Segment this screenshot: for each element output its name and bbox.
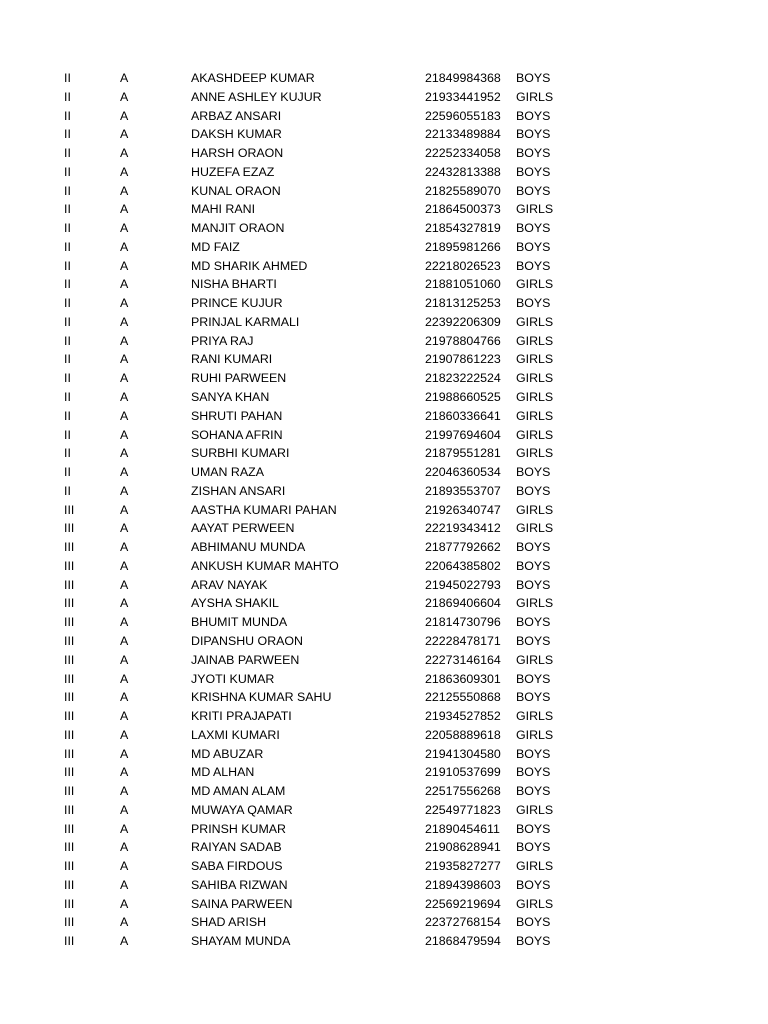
student-name-cell: MUWAYA QAMAR	[191, 802, 293, 817]
student-id-cell: 22219343412	[425, 521, 501, 536]
section-cell: A	[120, 202, 129, 217]
student-id-cell: 21893553707	[425, 483, 501, 498]
class-cell: II	[64, 277, 71, 292]
table-row	[0, 182, 768, 201]
gender-cell: GIRLS	[516, 446, 554, 461]
student-id-cell: 21890454611	[425, 821, 500, 836]
gender-cell: GIRLS	[516, 333, 554, 348]
student-id-cell: 21864500373	[425, 202, 501, 217]
table-row	[0, 426, 768, 445]
section-cell: A	[120, 258, 129, 273]
gender-cell: GIRLS	[516, 652, 554, 667]
gender-cell: GIRLS	[516, 408, 554, 423]
class-cell: II	[64, 408, 71, 423]
gender-cell: BOYS	[516, 465, 551, 480]
gender-cell: BOYS	[516, 108, 551, 123]
student-id-cell: 22549771823	[425, 802, 501, 817]
section-cell: A	[120, 277, 129, 292]
student-id-cell: 21945022793	[425, 577, 501, 592]
gender-cell: BOYS	[516, 821, 551, 836]
gender-cell: BOYS	[516, 483, 551, 498]
section-cell: A	[120, 877, 129, 892]
class-cell: III	[64, 540, 75, 555]
table-row	[0, 820, 768, 839]
student-name-cell: PRINSH KUMAR	[191, 821, 287, 836]
section-cell: A	[120, 540, 129, 555]
student-name-cell: JAINAB PARWEEN	[191, 652, 300, 667]
student-id-cell: 21849984368	[425, 71, 501, 85]
section-cell: A	[120, 502, 129, 517]
student-id-cell: 21823222524	[425, 371, 501, 386]
section-cell: A	[120, 709, 129, 724]
student-name-cell: KUNAL ORAON	[191, 183, 281, 198]
student-name-cell: RANI KUMARI	[191, 352, 273, 367]
student-name-cell: AAYAT PERWEEN	[191, 521, 295, 536]
gender-cell: BOYS	[516, 765, 551, 780]
section-cell: A	[120, 390, 129, 405]
section-cell: A	[120, 333, 129, 348]
student-id-cell: 21910537699	[425, 765, 501, 780]
class-cell: II	[64, 258, 71, 273]
class-cell: II	[64, 333, 71, 348]
student-name-cell: PRINCE KUJUR	[191, 296, 283, 311]
section-cell: A	[120, 727, 129, 742]
gender-cell: BOYS	[516, 915, 551, 930]
section-cell: A	[120, 915, 129, 930]
student-id-cell: 22596055183	[425, 108, 501, 123]
class-cell: III	[64, 596, 75, 611]
student-name-cell: KRITI PRAJAPATI	[191, 709, 292, 724]
table-row	[0, 275, 768, 294]
table-row	[0, 876, 768, 895]
table-row	[0, 801, 768, 820]
class-cell: II	[64, 108, 71, 123]
gender-cell: GIRLS	[516, 521, 554, 536]
student-id-cell: 21978804766	[425, 333, 501, 348]
table-row	[0, 294, 768, 313]
student-id-cell: 21894398603	[425, 877, 501, 892]
student-name-cell: MAHI RANI	[191, 202, 256, 217]
section-cell: A	[120, 840, 129, 855]
class-cell: II	[64, 446, 71, 461]
section-cell: A	[120, 896, 129, 911]
student-name-cell: HUZEFA EZAZ	[191, 164, 275, 179]
table-row	[0, 444, 768, 463]
class-cell: III	[64, 558, 75, 573]
gender-cell: GIRLS	[516, 596, 554, 611]
student-id-cell: 22252334058	[425, 146, 501, 161]
student-name-cell: SABA FIRDOUS	[191, 859, 283, 874]
student-name-cell: DAKSH KUMAR	[191, 127, 282, 142]
student-name-cell: AASTHA KUMARI PAHAN	[191, 502, 337, 517]
gender-cell: GIRLS	[516, 727, 554, 742]
table-row	[0, 838, 768, 857]
gender-cell: GIRLS	[516, 89, 554, 104]
gender-cell: BOYS	[516, 877, 551, 892]
table-row	[0, 238, 768, 257]
table-row	[0, 69, 768, 88]
section-cell: A	[120, 671, 129, 686]
table-row	[0, 407, 768, 426]
gender-cell: GIRLS	[516, 202, 554, 217]
gender-cell: BOYS	[516, 164, 551, 179]
gender-cell: GIRLS	[516, 896, 554, 911]
section-cell: A	[120, 239, 129, 254]
table-row	[0, 463, 768, 482]
class-cell: II	[64, 352, 71, 367]
table-row	[0, 332, 768, 351]
student-name-cell: SHAD ARISH	[191, 915, 267, 930]
student-id-cell: 21879551281	[425, 446, 501, 461]
section-cell: A	[120, 483, 129, 498]
class-cell: II	[64, 183, 71, 198]
class-cell: III	[64, 802, 75, 817]
table-row	[0, 613, 768, 632]
student-name-cell: SHRUTI PAHAN	[191, 408, 283, 423]
table-row	[0, 163, 768, 182]
section-cell: A	[120, 427, 129, 442]
gender-cell: BOYS	[516, 615, 551, 630]
gender-cell: BOYS	[516, 258, 551, 273]
class-cell: II	[64, 427, 71, 442]
section-cell: A	[120, 521, 129, 536]
gender-cell: BOYS	[516, 934, 551, 949]
student-name-cell: HARSH ORAON	[191, 146, 284, 161]
class-cell: III	[64, 840, 75, 855]
section-cell: A	[120, 934, 129, 949]
class-cell: III	[64, 765, 75, 780]
gender-cell: BOYS	[516, 633, 551, 648]
student-name-cell: ABHIMANU MUNDA	[191, 540, 306, 555]
student-id-cell: 21868479594	[425, 934, 501, 949]
class-cell: II	[64, 314, 71, 329]
student-name-cell: SAHIBA RIZWAN	[191, 877, 288, 892]
section-cell: A	[120, 146, 129, 161]
table-row	[0, 350, 768, 369]
gender-cell: GIRLS	[516, 802, 554, 817]
student-id-cell: 21926340747	[425, 502, 501, 517]
student-id-cell: 22273146164	[425, 652, 501, 667]
section-cell: A	[120, 615, 129, 630]
class-cell: III	[64, 690, 75, 705]
class-cell: II	[64, 127, 71, 142]
student-name-cell: ARAV NAYAK	[191, 577, 268, 592]
table-row	[0, 88, 768, 107]
student-id-cell: 21825589070	[425, 183, 501, 198]
class-cell: II	[64, 164, 71, 179]
student-name-cell: MD ABUZAR	[191, 746, 264, 761]
table-row	[0, 519, 768, 538]
student-id-cell: 21813125253	[425, 296, 501, 311]
class-cell: III	[64, 859, 75, 874]
table-row	[0, 388, 768, 407]
class-cell: II	[64, 296, 71, 311]
class-cell: II	[64, 239, 71, 254]
class-cell: II	[64, 221, 71, 236]
class-cell: II	[64, 89, 71, 104]
gender-cell: BOYS	[516, 746, 551, 761]
student-id-cell: 22064385802	[425, 558, 501, 573]
student-id-cell: 22569219694	[425, 896, 501, 911]
gender-cell: BOYS	[516, 784, 551, 799]
student-name-cell: ZISHAN ANSARI	[191, 483, 286, 498]
section-cell: A	[120, 127, 129, 142]
table-row	[0, 257, 768, 276]
gender-cell: BOYS	[516, 71, 551, 85]
gender-cell: BOYS	[516, 127, 551, 142]
section-cell: A	[120, 802, 129, 817]
gender-cell: GIRLS	[516, 371, 554, 386]
class-cell: III	[64, 877, 75, 892]
table-row	[0, 670, 768, 689]
student-id-cell: 21854327819	[425, 221, 501, 236]
class-cell: III	[64, 821, 75, 836]
table-row	[0, 782, 768, 801]
gender-cell: GIRLS	[516, 502, 554, 517]
student-id-cell: 22372768154	[425, 915, 501, 930]
section-cell: A	[120, 164, 129, 179]
table-row	[0, 688, 768, 707]
student-list-sheet	[0, 69, 768, 951]
student-name-cell: PRINJAL KARMALI	[191, 314, 300, 329]
section-cell: A	[120, 408, 129, 423]
gender-cell: BOYS	[516, 296, 551, 311]
gender-cell: BOYS	[516, 183, 551, 198]
table-row	[0, 200, 768, 219]
table-row	[0, 107, 768, 126]
gender-cell: BOYS	[516, 577, 551, 592]
section-cell: A	[120, 577, 129, 592]
table-row	[0, 763, 768, 782]
student-name-cell: MD AMAN ALAM	[191, 784, 286, 799]
class-cell: II	[64, 483, 71, 498]
student-name-cell: MD SHARIK AHMED	[191, 258, 308, 273]
gender-cell: GIRLS	[516, 709, 554, 724]
table-row	[0, 707, 768, 726]
student-name-cell: LAXMI KUMARI	[191, 727, 280, 742]
student-name-cell: RAIYAN SADAB	[191, 840, 282, 855]
section-cell: A	[120, 765, 129, 780]
student-name-cell: KRISHNA KUMAR SAHU	[191, 690, 332, 705]
table-row	[0, 125, 768, 144]
section-cell: A	[120, 652, 129, 667]
student-id-cell: 21988660525	[425, 390, 501, 405]
student-id-cell: 21997694604	[425, 427, 501, 442]
class-cell: III	[64, 652, 75, 667]
class-cell: II	[64, 465, 71, 480]
class-cell: III	[64, 915, 75, 930]
gender-cell: GIRLS	[516, 859, 554, 874]
student-id-cell: 21860336641	[425, 408, 501, 423]
student-id-cell: 22125550868	[425, 690, 501, 705]
student-id-cell: 22432813388	[425, 164, 501, 179]
table-row	[0, 313, 768, 332]
student-id-cell: 21935827277	[425, 859, 501, 874]
student-name-cell: ANKUSH KUMAR MAHTO	[191, 558, 339, 573]
section-cell: A	[120, 371, 129, 386]
table-row	[0, 576, 768, 595]
student-name-cell: SOHANA AFRIN	[191, 427, 283, 442]
student-id-cell: 22058889618	[425, 727, 501, 742]
student-name-cell: SANYA KHAN	[191, 390, 270, 405]
section-cell: A	[120, 352, 129, 367]
gender-cell: BOYS	[516, 690, 551, 705]
gender-cell: GIRLS	[516, 427, 554, 442]
class-cell: III	[64, 727, 75, 742]
table-row	[0, 501, 768, 520]
student-id-cell: 22392206309	[425, 314, 501, 329]
student-id-cell: 22133489884	[425, 127, 501, 142]
section-cell: A	[120, 221, 129, 236]
section-cell: A	[120, 314, 129, 329]
student-name-cell: ANNE ASHLEY KUJUR	[191, 89, 322, 104]
student-name-cell: UMAN RAZA	[191, 465, 264, 480]
class-cell: II	[64, 202, 71, 217]
table-row	[0, 857, 768, 876]
student-name-cell: SAINA PARWEEN	[191, 896, 293, 911]
student-id-cell: 21869406604	[425, 596, 501, 611]
class-cell: III	[64, 934, 75, 949]
class-cell: II	[64, 146, 71, 161]
section-cell: A	[120, 465, 129, 480]
table-row	[0, 726, 768, 745]
gender-cell: BOYS	[516, 221, 551, 236]
section-cell: A	[120, 596, 129, 611]
class-cell: II	[64, 371, 71, 386]
section-cell: A	[120, 821, 129, 836]
table-row	[0, 651, 768, 670]
student-id-cell: 22218026523	[425, 258, 501, 273]
student-id-cell: 22046360534	[425, 465, 501, 480]
gender-cell: BOYS	[516, 558, 551, 573]
class-cell: III	[64, 502, 75, 517]
section-cell: A	[120, 746, 129, 761]
class-cell: III	[64, 784, 75, 799]
table-row	[0, 538, 768, 557]
class-cell: III	[64, 633, 75, 648]
table-row	[0, 144, 768, 163]
table-row	[0, 895, 768, 914]
section-cell: A	[120, 183, 129, 198]
student-id-cell: 21934527852	[425, 709, 501, 724]
student-id-cell: 21907861223	[425, 352, 501, 367]
student-id-cell: 21881051060	[425, 277, 501, 292]
student-id-cell: 21877792662	[425, 540, 501, 555]
student-id-cell: 21895981266	[425, 239, 501, 254]
gender-cell: BOYS	[516, 146, 551, 161]
student-id-cell: 22228478171	[425, 633, 501, 648]
section-cell: A	[120, 859, 129, 874]
gender-cell: GIRLS	[516, 277, 554, 292]
section-cell: A	[120, 89, 129, 104]
student-name-cell: SURBHI KUMARI	[191, 446, 290, 461]
student-name-cell: BHUMIT MUNDA	[191, 615, 288, 630]
table-row	[0, 594, 768, 613]
table-row	[0, 932, 768, 951]
table-row	[0, 219, 768, 238]
section-cell: A	[120, 296, 129, 311]
student-name-cell: ARBAZ ANSARI	[191, 108, 282, 123]
gender-cell: BOYS	[516, 840, 551, 855]
gender-cell: GIRLS	[516, 390, 554, 405]
class-cell: III	[64, 746, 75, 761]
student-name-cell: NISHA BHARTI	[191, 277, 277, 292]
section-cell: A	[120, 784, 129, 799]
gender-cell: BOYS	[516, 671, 551, 686]
class-cell: III	[64, 896, 75, 911]
student-name-cell: DIPANSHU ORAON	[191, 633, 303, 648]
section-cell: A	[120, 71, 129, 85]
class-cell: III	[64, 709, 75, 724]
student-name-cell: AKASHDEEP KUMAR	[191, 71, 315, 85]
gender-cell: GIRLS	[516, 314, 554, 329]
table-row	[0, 745, 768, 764]
gender-cell: GIRLS	[516, 352, 554, 367]
student-name-cell: MD FAIZ	[191, 239, 240, 254]
table-row	[0, 369, 768, 388]
class-cell: II	[64, 390, 71, 405]
student-name-cell: JYOTI KUMAR	[191, 671, 275, 686]
student-name-cell: PRIYA RAJ	[191, 333, 254, 348]
class-cell: III	[64, 521, 75, 536]
table-row	[0, 482, 768, 501]
student-name-cell: AYSHA SHAKIL	[191, 596, 279, 611]
class-cell: II	[64, 71, 71, 85]
section-cell: A	[120, 558, 129, 573]
class-cell: III	[64, 671, 75, 686]
student-name-cell: SHAYAM MUNDA	[191, 934, 291, 949]
student-name-cell: MANJIT ORAON	[191, 221, 285, 236]
student-id-cell: 22517556268	[425, 784, 501, 799]
student-id-cell: 21933441952	[425, 89, 501, 104]
class-cell: III	[64, 577, 75, 592]
student-id-cell: 21863609301	[425, 671, 501, 686]
student-id-cell: 21908628941	[425, 840, 501, 855]
section-cell: A	[120, 690, 129, 705]
table-row	[0, 913, 768, 932]
student-id-cell: 21941304580	[425, 746, 501, 761]
class-cell: III	[64, 615, 75, 630]
section-cell: A	[120, 633, 129, 648]
student-name-cell: RUHI PARWEEN	[191, 371, 287, 386]
section-cell: A	[120, 446, 129, 461]
gender-cell: BOYS	[516, 540, 551, 555]
table-row	[0, 557, 768, 576]
gender-cell: BOYS	[516, 239, 551, 254]
section-cell: A	[120, 108, 129, 123]
table-row	[0, 632, 768, 651]
student-id-cell: 21814730796	[425, 615, 501, 630]
student-name-cell: MD ALHAN	[191, 765, 255, 780]
